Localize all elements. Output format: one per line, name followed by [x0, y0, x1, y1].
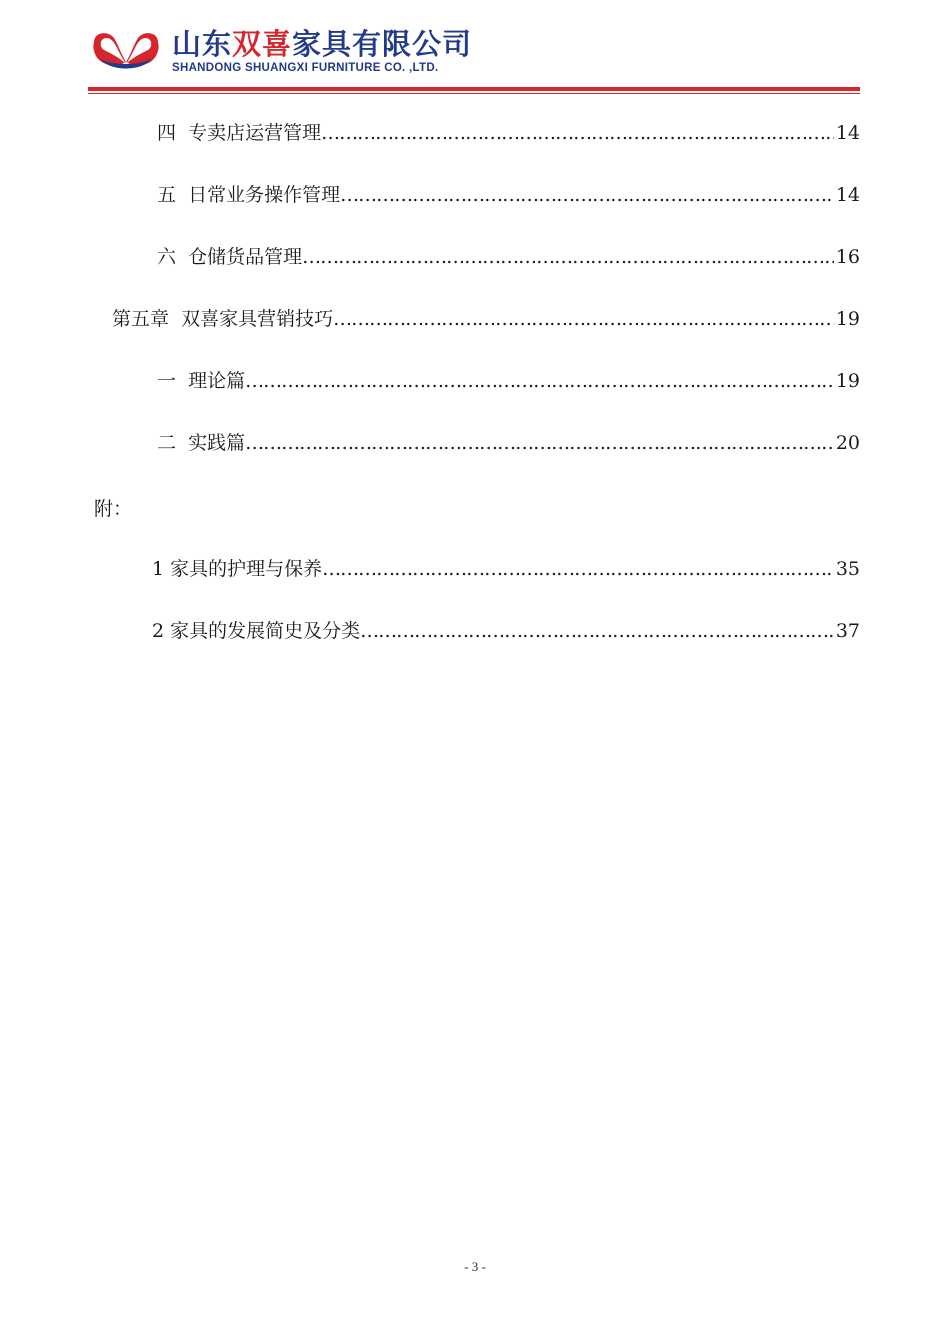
toc-entry-page: 14: [835, 184, 860, 206]
toc-entry-page: 19: [835, 370, 860, 392]
toc-entry-label: 四 专卖店运营管理: [157, 122, 322, 144]
toc-leader-dots: [360, 616, 834, 646]
toc-appendix-entry[interactable]: [152, 616, 860, 646]
toc-entry-page: 14: [835, 122, 860, 144]
toc-entry-page: 20: [835, 432, 860, 454]
toc-leader-dots: [245, 366, 834, 396]
header-rule-thin: [88, 93, 860, 94]
company-name-part2: 双喜: [232, 27, 293, 61]
appendix-heading: 附：: [94, 498, 133, 520]
toc-entry[interactable]: [157, 366, 860, 396]
toc-entry-label: 第五章 双喜家具营销技巧: [112, 308, 334, 330]
double-heart-logo-icon: [90, 28, 162, 74]
toc-entry-label: 二 实践篇: [157, 432, 246, 454]
toc-entry-label: 六 仓储货品管理: [157, 246, 303, 268]
toc-entry-label: 五 日常业务操作管理: [157, 184, 341, 206]
toc-leader-dots: [302, 242, 834, 272]
toc-entry-page: 16: [835, 246, 860, 268]
toc-entry[interactable]: [157, 428, 860, 458]
toc-entry-page: 37: [835, 620, 860, 642]
toc-leader-dots: [340, 180, 834, 210]
toc-leader-dots: [322, 554, 834, 584]
toc-leader-dots: [245, 428, 834, 458]
company-name-part1: 山东: [172, 27, 233, 61]
toc-leader-dots: [321, 118, 834, 148]
page-number: - 3 -: [464, 1259, 486, 1274]
toc-chapter-entry[interactable]: [112, 304, 860, 334]
toc-leader-dots: [333, 304, 834, 334]
company-name-cn: [172, 26, 472, 62]
header-rule-thick: [88, 87, 860, 91]
company-name-en: SHANDONG SHUANGXI FURNITURE CO. ,LTD.: [172, 62, 439, 74]
toc-entry-label: 1 家具的护理与保养: [152, 558, 323, 580]
toc-entry[interactable]: [157, 118, 860, 148]
toc-appendix-entry[interactable]: [152, 554, 860, 584]
toc-entry-page: 19: [835, 308, 860, 330]
toc-entry[interactable]: [157, 180, 860, 210]
toc-entry[interactable]: [157, 242, 860, 272]
toc-entry-label: 一 理论篇: [157, 370, 246, 392]
toc-entry-label: 2 家具的发展简史及分类: [152, 620, 361, 642]
company-name-part3: 家具有限公司: [292, 27, 473, 61]
page-header: [88, 24, 860, 96]
toc-entry-page: 35: [835, 558, 860, 580]
